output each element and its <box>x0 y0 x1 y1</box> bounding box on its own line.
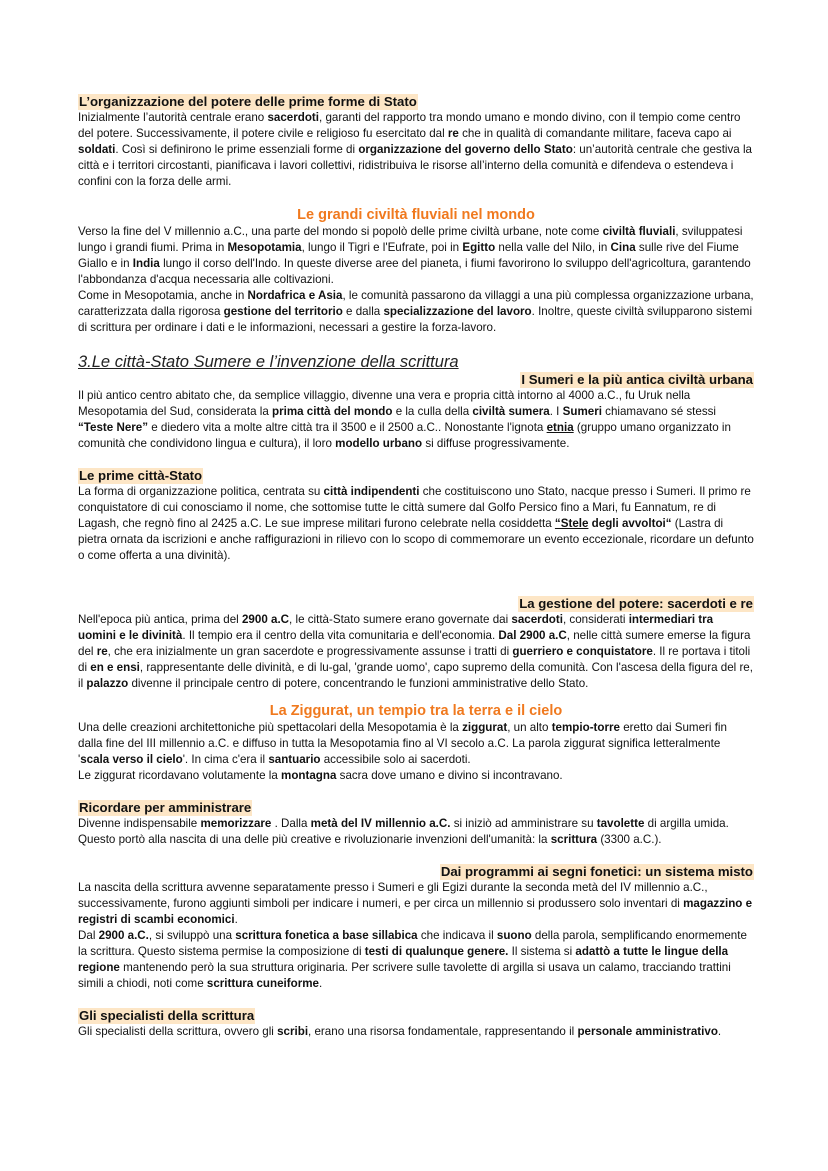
heading-prime-citta-stato: Le prime città-Stato <box>79 468 203 483</box>
paragraph: La nascita della scrittura avvenne separatamente presso i Sumeri e gli Egizi durante la seconda metà del IV millennio a.C., successivamente, furono aggiunti simboli per indicare i numeri, e per circa un millennio si produssero solo inventari di magazzino e registri di scambi economici. <box>78 881 753 926</box>
section-civilta-fluviali <box>78 206 754 336</box>
paragraph: Il più antico centro abitato che, da semplice villaggio, divenne una vera e propria città intorno al 4000 a.C., fu Uruk nella Mesopotamia del Sud, considerata la prima città del mondo e la culla della civiltà sumera. I Sumeri chiamavano sé stessi “Teste Nere” e diedero vita a molte altre città tra il 3500 e il 2500 a.C.. Nonostante l'ignota etnia (gruppo umano organizzato in comunità che condividono lingua e cultura), il loro modello urbano si diffuse progressivamente. <box>78 389 731 450</box>
heading-ziggurat: La Ziggurat, un tempio tra la terra e il cielo <box>269 703 563 719</box>
heading-segni-fonetici: Dai programmi ai segni fonetici: un sistema misto <box>440 864 753 879</box>
section-segni-fonetici <box>78 864 754 992</box>
document-page <box>78 94 754 1040</box>
paragraph: Divenne indispensabile memorizzare . Dalla metà del IV millennio a.C. si iniziò ad amministrare su tavolette di argilla umida. Questo portò alla nascita di una delle più creative e rivoluzionarie invenzioni dell'umanità: la scrittura (3300 a.C.). <box>78 817 729 846</box>
paragraph: Come in Mesopotamia, anche in Nordafrica e Asia, le comunità passarono da villaggi a una più complessa organizzazione urbana, caratterizzata dalla rigorosa gestione del territorio e dalla specializzazione del lavoro. Inoltre, queste civiltà svilupparono sistemi di scrittura per ordinare i dati e le informazioni, necessari a gestire la forza-lavoro. <box>78 289 754 334</box>
paragraph: Una delle creazioni architettoniche più spettacolari della Mesopotamia è la ziggurat, un alto tempio-torre eretto dai Sumeri fin dalla fine del III millennio a.C. e diffuso in tutta la Mesopotamia fino al VI secolo a.C. La parola ziggurat significa letteralmente 'scala verso il cielo'. In cima c'era il santuario accessibile solo ai sacerdoti. <box>78 721 727 766</box>
paragraph: Le ziggurat ricordavano volutamente la montagna sacra dove umano e divino si incontravano. <box>78 769 563 782</box>
section-organizzazione-potere <box>78 94 754 190</box>
paragraph: Inizialmente l’autorità centrale erano sacerdoti, garanti del rapporto tra mondo umano e mondo divino, con il tempio come centro del potere. Successivamente, il potere civile e religioso fu esercitato dal re che in qualità di comandante militare, faceva capo ai soldati. Così si definirono le prime essenziali forme di organizzazione del governo dello Stato: un’autorità centrale che gestiva la città e i territori circostanti, pianificava i lavori collettivi, ridistribuiva le risorse all’interno della comunità e difendeva o estendeva i confini con la forza delle armi. <box>78 111 752 188</box>
section-specialisti <box>78 1008 754 1040</box>
chapter-title: 3.Le città-Stato Sumere e l’invenzione della scrittura <box>78 353 459 371</box>
paragraph: Gli specialisti della scrittura, ovvero gli scribi, erano una risorsa fondamentale, rappresentando il personale amministrativo. <box>78 1025 722 1038</box>
paragraph: Dal 2900 a.C., si sviluppò una scrittura fonetica a base sillabica che indicava il suono della parola, semplificando enormemente la scrittura. Questo sistema permise la composizione di testi di qualunque genere. Il sistema si adattò a tutte le lingue della regione mantenendo però la sua struttura originaria. Per scrivere sulle tavolette di argilla si usava un calamo, tracciando trattini simili a chiodi, noti come scrittura cuneiforme. <box>78 929 747 990</box>
section-sumeri <box>78 372 754 452</box>
heading-civilta-fluviali: Le grandi civiltà fluviali nel mondo <box>297 207 535 223</box>
paragraph: La forma di organizzazione politica, centrata su città indipendenti che costituiscono uno Stato, nacque presso i Sumeri. Il primo re conquistatore di cui conosciamo il nome, che sottomise tutte le città sumere dal Golfo Persico fino a Mari, fu Eannatum, re di Lagash, che regnò fino al 2425 a.C. Le sue imprese militari furono celebrate nella cosiddetta “Stele degli avvoltoi“ (Lastra di pietra ornata da iscrizioni e anche raffigurazioni in rilievo con lo scopo di commemorare un evento eccezionale, ricordare un defunto o come offerta a una divinità). <box>78 485 754 562</box>
paragraph: Verso la fine del V millennio a.C., una parte del mondo si popolò delle prime civiltà urbane, note come civiltà fluviali, sviluppatesi lungo i grandi fiumi. Prima in Mesopotamia, lungo il Tigri e l'Eufrate, poi in Egitto nella valle del Nilo, in Cina sulle rive del Fiume Giallo e in India lungo il corso dell'Indo. In queste diverse aree del pianeta, i fiumi favorirono lo sviluppo dell'agricoltura, garantendo l'abbondanza d'acqua necessaria alle coltivazioni. <box>78 225 751 286</box>
heading-organizzazione-potere: L’organizzazione del potere delle prime forme di Stato <box>79 94 417 109</box>
section-ricordare <box>78 800 754 848</box>
chapter-header <box>78 352 754 372</box>
heading-specialisti: Gli specialisti della scrittura <box>79 1008 255 1023</box>
heading-gestione-potere: La gestione del potere: sacerdoti e re <box>519 596 753 611</box>
section-gestione-potere <box>78 596 754 692</box>
paragraph: Nell'epoca più antica, prima del 2900 a.C, le città-Stato sumere erano governate dai sacerdoti, considerati intermediari tra uomini e le divinità. Il tempio era il centro della vita comunitaria e dell'economia. Dal 2900 a.C, nelle città sumere emerse la figura del re, che era inizialmente un gran sacerdote e progressivamente assunse i tratti di guerriero e conquistatore. Il re portava i titoli di en e ensi, rappresentante delle divinità, e di lu-gal, 'grande uomo', capo supremo della comunità. Con l'ascesa della figura del re, il palazzo divenne il principale centro di potere, concentrando le funzioni amministrative dello Stato. <box>78 613 753 690</box>
section-prime-citta-stato <box>78 468 754 564</box>
heading-sumeri: I Sumeri e la più antica civiltà urbana <box>521 372 753 387</box>
section-ziggurat <box>78 702 754 784</box>
heading-ricordare: Ricordare per amministrare <box>79 800 252 815</box>
